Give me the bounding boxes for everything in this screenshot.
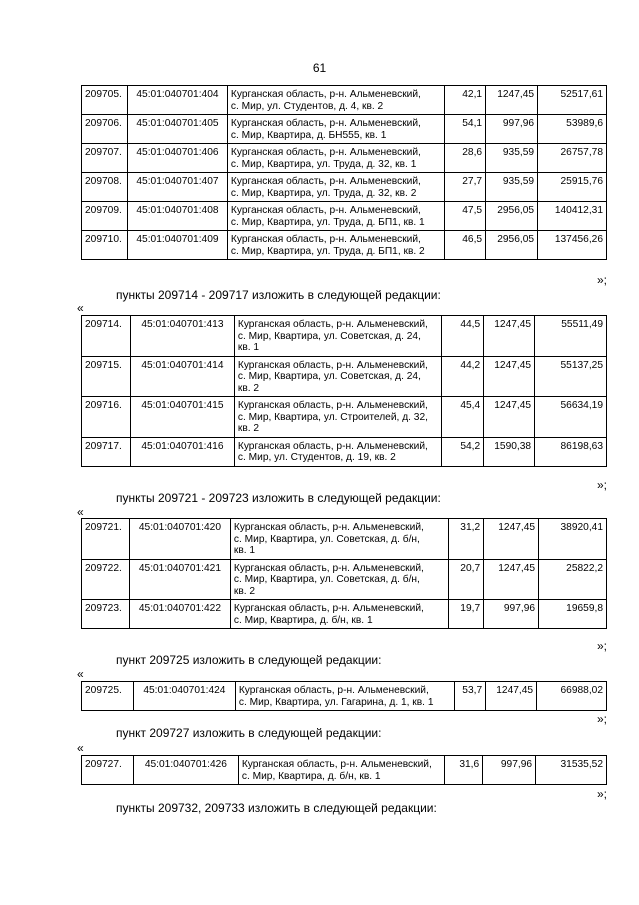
total-value-cell: 66988,02 xyxy=(537,682,607,711)
area-value-cell: 20,7 xyxy=(449,559,484,600)
total-value-cell: 31535,52 xyxy=(536,756,607,785)
area-value-cell: 19,7 xyxy=(449,600,484,629)
unit-price-cell: 997,96 xyxy=(483,756,536,785)
property-table xyxy=(81,755,607,785)
area-value-cell: 28,6 xyxy=(445,144,486,173)
instruction-text: пункт 209725 изложить в следующей редакции: xyxy=(116,653,382,667)
closing-quote: »; xyxy=(597,787,608,801)
unit-price-cell: 2956,05 xyxy=(486,202,538,231)
row-number-cell: 209715. xyxy=(82,356,131,397)
table-row xyxy=(82,115,607,144)
cadastral-number-cell: 45:01:040701:407 xyxy=(127,173,227,202)
cadastral-number-cell: 45:01:040701:426 xyxy=(133,756,238,785)
total-value-cell: 140412,31 xyxy=(538,202,607,231)
address-cell: Курганская область, р-н. Альменевский, с. Мир, Квартира, ул. Советская, д. 24, кв. 1 xyxy=(234,316,441,357)
table-row xyxy=(82,519,607,560)
address-cell: Курганская область, р-н. Альменевский, с. Мир, Квартира, ул. Труда, д. БП1, кв. 2 xyxy=(227,231,444,260)
property-table xyxy=(81,85,607,260)
table-row xyxy=(82,756,607,785)
row-number-cell: 209705. xyxy=(82,86,128,115)
opening-quote: « xyxy=(77,741,84,755)
table-row xyxy=(82,316,607,357)
area-value-cell: 46,5 xyxy=(445,231,486,260)
row-number-cell: 209708. xyxy=(82,173,128,202)
table-row xyxy=(82,682,607,711)
address-cell: Курганская область, р-н. Альменевский, с. Мир, Квартира, ул. Гагарина, д. 1, кв. 1 xyxy=(235,682,454,711)
table-row xyxy=(82,86,607,115)
unit-price-cell: 935,59 xyxy=(486,173,538,202)
total-value-cell: 56634,19 xyxy=(535,397,607,438)
cadastral-number-cell: 45:01:040701:422 xyxy=(129,600,230,629)
property-table xyxy=(81,518,607,629)
area-value-cell: 27,7 xyxy=(445,173,486,202)
row-number-cell: 209717. xyxy=(82,437,131,466)
page-number: 61 xyxy=(312,61,327,75)
closing-quote: »; xyxy=(597,712,608,726)
total-value-cell: 137456,26 xyxy=(538,231,607,260)
area-value-cell: 31,6 xyxy=(445,756,483,785)
closing-quote: »; xyxy=(597,273,608,287)
table-row xyxy=(82,437,607,466)
row-number-cell: 209709. xyxy=(82,202,128,231)
cadastral-number-cell: 45:01:040701:420 xyxy=(129,519,230,560)
total-value-cell: 19659,8 xyxy=(539,600,607,629)
row-number-cell: 209716. xyxy=(82,397,131,438)
table-row xyxy=(82,356,607,397)
opening-quote: « xyxy=(77,301,84,315)
area-value-cell: 44,2 xyxy=(442,356,484,397)
cadastral-number-cell: 45:01:040701:405 xyxy=(127,115,227,144)
cadastral-number-cell: 45:01:040701:409 xyxy=(127,231,227,260)
address-cell: Курганская область, р-н. Альменевский, с. Мир, Квартира, ул. Труда, д. 32, кв. 2 xyxy=(227,173,444,202)
cadastral-number-cell: 45:01:040701:404 xyxy=(127,86,227,115)
address-cell: Курганская область, р-н. Альменевский, с. Мир, ул. Студентов, д. 19, кв. 2 xyxy=(234,437,441,466)
total-value-cell: 38920,41 xyxy=(539,519,607,560)
instruction-text: пункты 209721 - 209723 изложить в следующей редакции: xyxy=(116,491,441,505)
table-row xyxy=(82,173,607,202)
closing-quote: »; xyxy=(597,639,608,653)
unit-price-cell: 935,59 xyxy=(486,144,538,173)
address-cell: Курганская область, р-н. Альменевский, с. Мир, Квартира, ул. Труда, д. 32, кв. 1 xyxy=(227,144,444,173)
row-number-cell: 209706. xyxy=(82,115,128,144)
table-row xyxy=(82,202,607,231)
table-row xyxy=(82,397,607,438)
address-cell: Курганская область, р-н. Альменевский, с. Мир, Квартира, д. БН555, кв. 1 xyxy=(227,115,444,144)
address-cell: Курганская область, р-н. Альменевский, с. Мир, ул. Студентов, д. 4, кв. 2 xyxy=(227,86,444,115)
row-number-cell: 209714. xyxy=(82,316,131,357)
cadastral-number-cell: 45:01:040701:414 xyxy=(130,356,234,397)
table-row xyxy=(82,144,607,173)
area-value-cell: 42,1 xyxy=(445,86,486,115)
closing-quote: »; xyxy=(597,478,608,492)
opening-quote: « xyxy=(77,667,84,681)
total-value-cell: 55511,49 xyxy=(535,316,607,357)
address-cell: Курганская область, р-н. Альменевский, с. Мир, Квартира, ул. Советская, д. б/н, кв. 2 xyxy=(230,559,448,600)
unit-price-cell: 1247,45 xyxy=(484,559,539,600)
row-number-cell: 209725. xyxy=(82,682,134,711)
unit-price-cell: 1247,45 xyxy=(484,316,535,357)
address-cell: Курганская область, р-н. Альменевский, с. Мир, Квартира, ул. Советская, д. 24, кв. 2 xyxy=(234,356,441,397)
property-table xyxy=(81,681,607,711)
cadastral-number-cell: 45:01:040701:408 xyxy=(127,202,227,231)
area-value-cell: 54,1 xyxy=(445,115,486,144)
instruction-text: пункт 209727 изложить в следующей редакции: xyxy=(116,726,382,740)
instruction-text: пункты 209714 - 209717 изложить в следующей редакции: xyxy=(116,288,441,302)
instruction-text: пункты 209732, 209733 изложить в следующей редакции: xyxy=(116,801,437,815)
address-cell: Курганская область, р-н. Альменевский, с. Мир, Квартира, д. б/н, кв. 1 xyxy=(230,600,448,629)
total-value-cell: 86198,63 xyxy=(535,437,607,466)
unit-price-cell: 2956,05 xyxy=(486,231,538,260)
unit-price-cell: 997,96 xyxy=(484,600,539,629)
table-row xyxy=(82,231,607,260)
unit-price-cell: 1247,45 xyxy=(484,356,535,397)
area-value-cell: 54,2 xyxy=(442,437,484,466)
row-number-cell: 209721. xyxy=(82,519,130,560)
address-cell: Курганская область, р-н. Альменевский, с. Мир, Квартира, ул. Труда, д. БП1, кв. 1 xyxy=(227,202,444,231)
unit-price-cell: 1590,38 xyxy=(484,437,535,466)
area-value-cell: 31,2 xyxy=(449,519,484,560)
address-cell: Курганская область, р-н. Альменевский, с. Мир, Квартира, ул. Советская, д. б/н, кв. 1 xyxy=(230,519,448,560)
property-table xyxy=(81,315,607,467)
unit-price-cell: 1247,45 xyxy=(484,519,539,560)
row-number-cell: 209710. xyxy=(82,231,128,260)
table-row xyxy=(82,559,607,600)
address-cell: Курганская область, р-н. Альменевский, с. Мир, Квартира, д. б/н, кв. 1 xyxy=(238,756,444,785)
row-number-cell: 209722. xyxy=(82,559,130,600)
opening-quote: « xyxy=(77,505,84,519)
area-value-cell: 44,5 xyxy=(442,316,484,357)
cadastral-number-cell: 45:01:040701:424 xyxy=(133,682,235,711)
row-number-cell: 209727. xyxy=(82,756,134,785)
unit-price-cell: 1247,45 xyxy=(486,682,537,711)
cadastral-number-cell: 45:01:040701:421 xyxy=(129,559,230,600)
unit-price-cell: 1247,45 xyxy=(484,397,535,438)
row-number-cell: 209723. xyxy=(82,600,130,629)
cadastral-number-cell: 45:01:040701:413 xyxy=(130,316,234,357)
cadastral-number-cell: 45:01:040701:406 xyxy=(127,144,227,173)
total-value-cell: 26757,78 xyxy=(538,144,607,173)
unit-price-cell: 1247,45 xyxy=(486,86,538,115)
total-value-cell: 25915,76 xyxy=(538,173,607,202)
cadastral-number-cell: 45:01:040701:416 xyxy=(130,437,234,466)
area-value-cell: 53,7 xyxy=(455,682,486,711)
address-cell: Курганская область, р-н. Альменевский, с. Мир, Квартира, ул. Строителей, д. 32, кв. 2 xyxy=(234,397,441,438)
total-value-cell: 52517,61 xyxy=(538,86,607,115)
total-value-cell: 53989,6 xyxy=(538,115,607,144)
cadastral-number-cell: 45:01:040701:415 xyxy=(130,397,234,438)
unit-price-cell: 997,96 xyxy=(486,115,538,144)
table-row xyxy=(82,600,607,629)
total-value-cell: 55137,25 xyxy=(535,356,607,397)
area-value-cell: 47,5 xyxy=(445,202,486,231)
area-value-cell: 45,4 xyxy=(442,397,484,438)
row-number-cell: 209707. xyxy=(82,144,128,173)
total-value-cell: 25822,2 xyxy=(539,559,607,600)
